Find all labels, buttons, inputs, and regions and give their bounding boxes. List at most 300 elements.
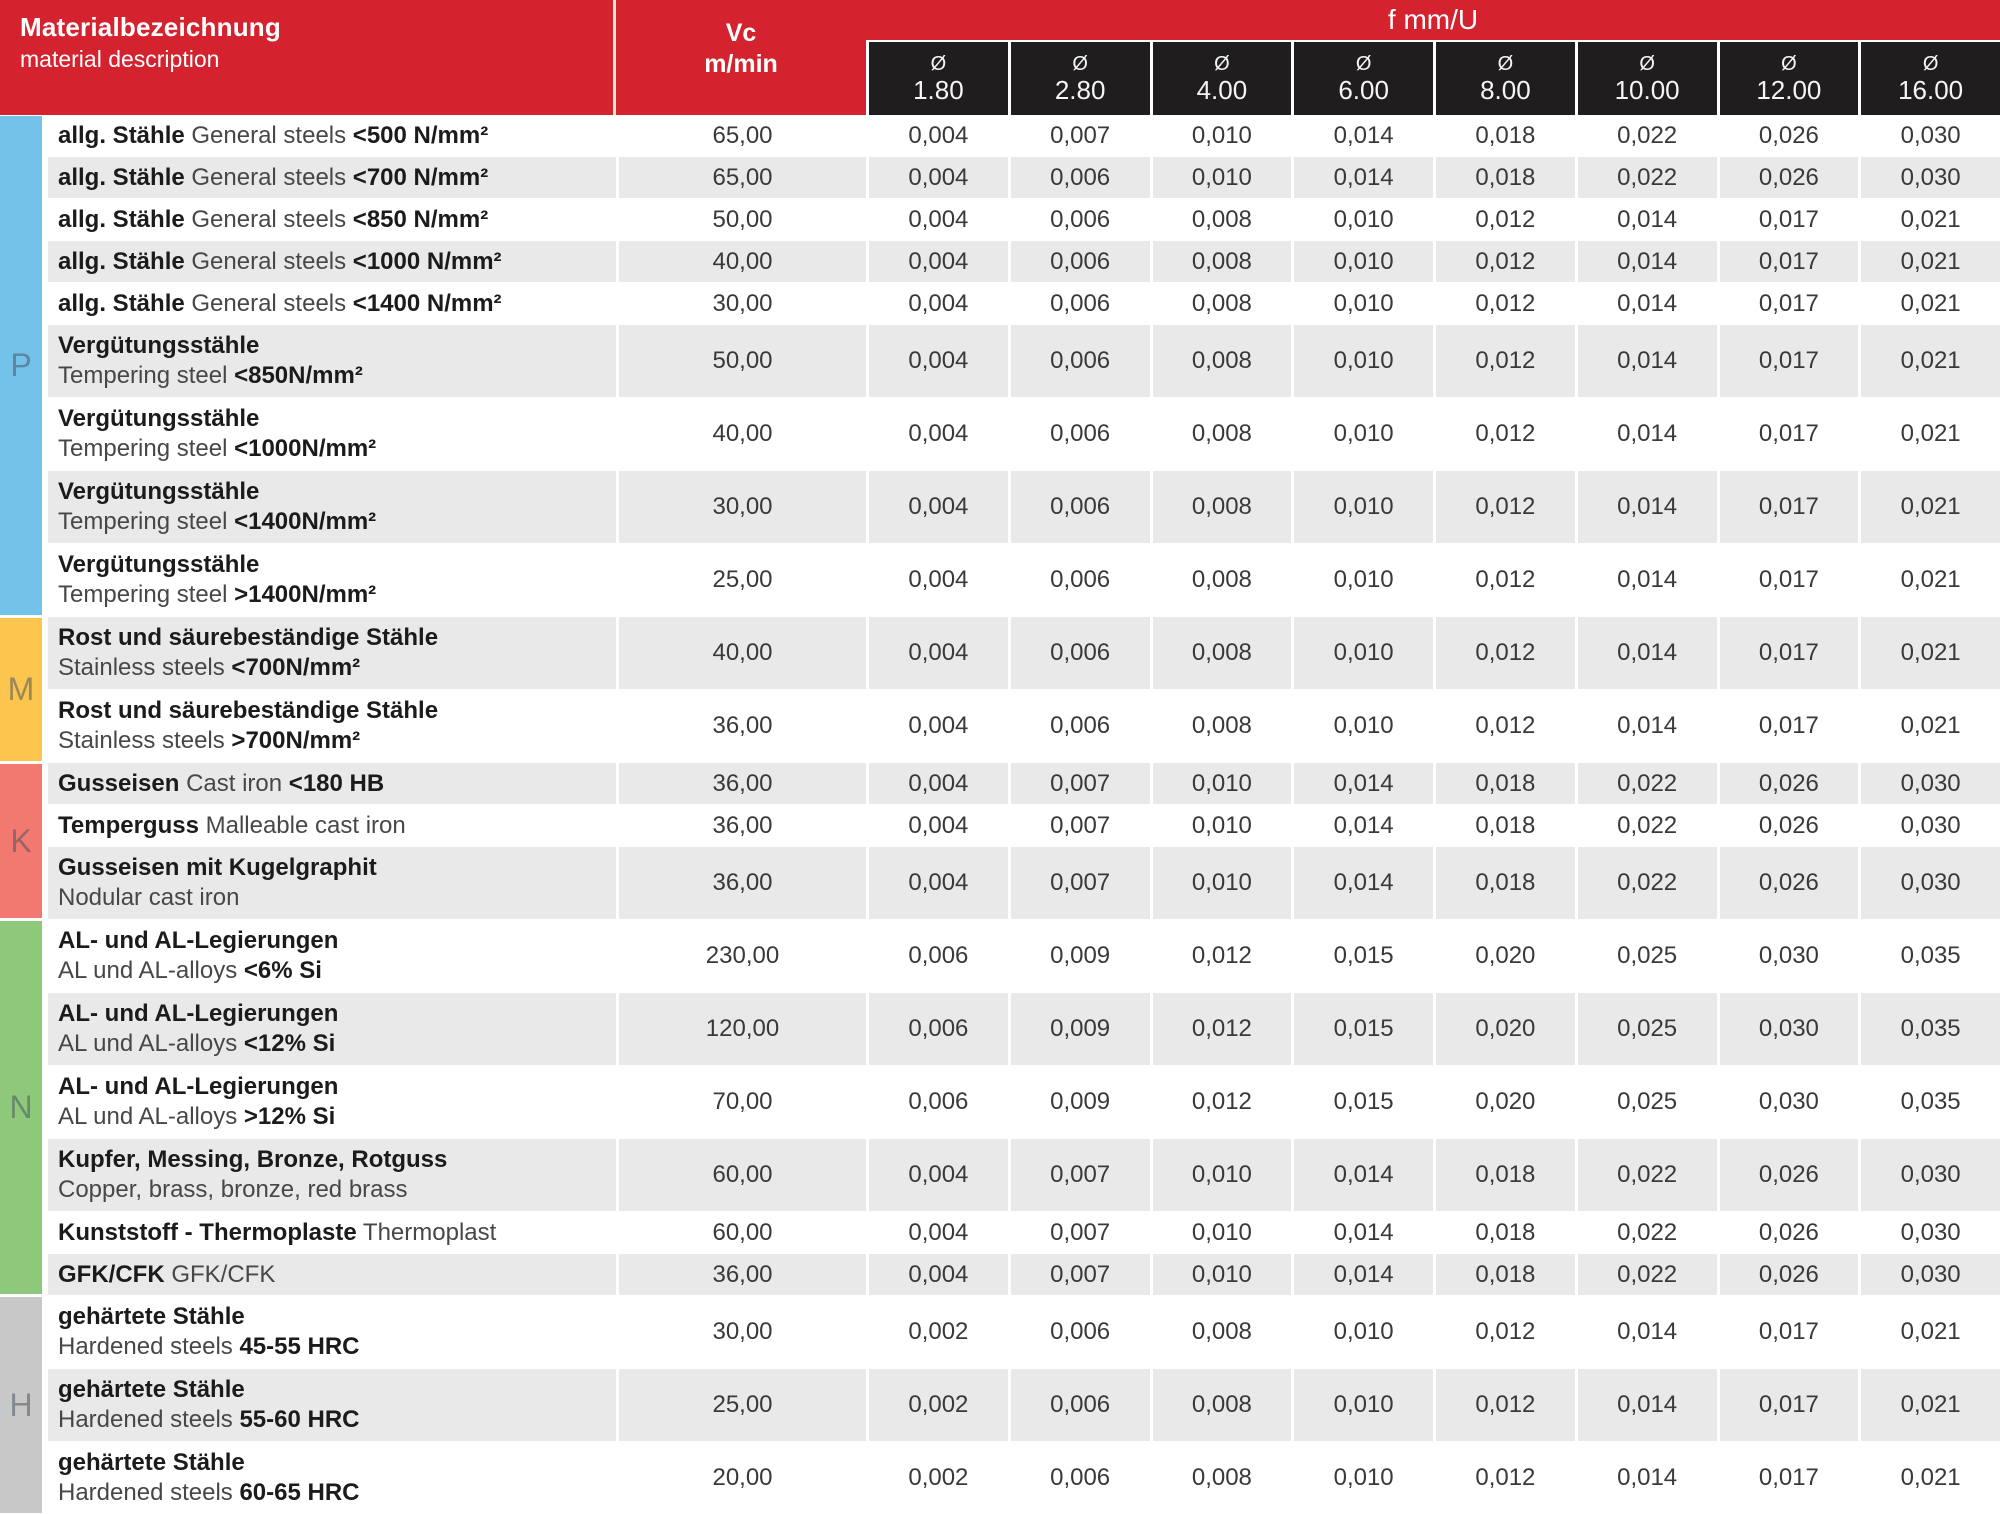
- feed-value-cell-d10.00: 0,022: [1575, 1254, 1717, 1295]
- vc-header-line2: m/min: [704, 49, 778, 78]
- feed-value-cell-d1.80: 0,004: [866, 157, 1008, 198]
- material-cell: [48, 398, 616, 470]
- diameter-icon: Ø: [1355, 52, 1372, 75]
- feed-value-cell-d4.00: 0,008: [1150, 1369, 1292, 1441]
- feed-value-cell-d8.00: 0,020: [1433, 1066, 1575, 1138]
- material-spec: 60-65 HRC: [239, 1479, 360, 1506]
- feed-value-cell-d10.00: 0,014: [1575, 1296, 1717, 1368]
- material-name-en: Malleable cast iron: [205, 811, 406, 839]
- material-name-de: Gusseisen mit Kugelgraphit: [58, 854, 377, 881]
- feed-value-cell-d16.00: 0,021: [1858, 398, 2000, 470]
- material-line-de: [58, 1302, 616, 1332]
- material-name-en: Hardened steels: [58, 1333, 233, 1360]
- feed-value-cell-d6.00: 0,014: [1291, 1254, 1433, 1295]
- feed-value-cell-d12.00: 0,026: [1717, 1139, 1859, 1211]
- feed-value-cell-d6.00: 0,014: [1291, 763, 1433, 804]
- material-name-de: AL- und AL-Legierungen: [58, 1073, 339, 1100]
- material-line-de: [58, 404, 616, 434]
- feed-value-cell-d6.00: 0,014: [1291, 805, 1433, 846]
- feed-value-cell-d8.00: 0,012: [1433, 471, 1575, 543]
- material-name-de: allg. Stähle: [58, 247, 185, 275]
- feed-value-cell-d8.00: 0,020: [1433, 920, 1575, 992]
- material-name-en: Tempering steel: [58, 362, 228, 389]
- feed-value-cell-d12.00: 0,017: [1717, 398, 1859, 470]
- feed-value-cell-d12.00: 0,017: [1717, 325, 1859, 397]
- feed-value-cell-d10.00: 0,022: [1575, 115, 1717, 156]
- material-spec: <12% Si: [243, 1030, 336, 1057]
- material-line-de: [58, 623, 616, 653]
- vc-column-header: [616, 0, 866, 115]
- material-spec: <1000N/mm²: [234, 435, 377, 462]
- material-cell: [48, 847, 616, 919]
- feed-value-cell-d4.00: 0,010: [1150, 1139, 1292, 1211]
- material-spec: >12% Si: [243, 1103, 336, 1130]
- material-line-en: [58, 653, 616, 683]
- feed-value-cell-d10.00: 0,022: [1575, 1139, 1717, 1211]
- feed-value-cell-d8.00: 0,012: [1433, 241, 1575, 282]
- feed-value-cell-d4.00: 0,012: [1150, 920, 1292, 992]
- feed-value-cell-d1.80: 0,004: [866, 283, 1008, 324]
- feed-value-cell-d4.00: 0,008: [1150, 241, 1292, 282]
- feed-value-cell-d16.00: 0,021: [1858, 544, 2000, 616]
- feed-value-cell-d4.00: 0,010: [1150, 157, 1292, 198]
- feed-value-cell-d1.80: 0,006: [866, 920, 1008, 992]
- material-name-en: General steels: [191, 247, 347, 275]
- material-spec: <1000 N/mm²: [352, 247, 502, 275]
- material-name-en: AL und AL-alloys: [58, 1030, 238, 1057]
- feed-value-cell-d8.00: 0,012: [1433, 690, 1575, 762]
- material-name-en: Hardened steels: [58, 1406, 233, 1433]
- material-name-en: Thermoplast: [362, 1218, 497, 1246]
- feed-value-cell-d16.00: 0,030: [1858, 805, 2000, 846]
- feed-value-cell-d8.00: 0,018: [1433, 805, 1575, 846]
- diameter-value: 12.00: [1756, 74, 1822, 105]
- material-spec: 45-55 HRC: [239, 1333, 360, 1360]
- feed-value-cell-d2.80: 0,009: [1008, 993, 1150, 1065]
- feed-value-cell-d4.00: 0,008: [1150, 1442, 1292, 1514]
- vc-value-cell: 20,00: [616, 1442, 866, 1514]
- section-letter-P: P: [0, 116, 42, 615]
- diameter-icon: Ø: [1639, 52, 1655, 75]
- material-name-en: General steels: [191, 163, 347, 191]
- section-letter-M: M: [0, 618, 42, 761]
- material-line: [58, 811, 616, 841]
- feed-value-cell-d1.80: 0,002: [866, 1442, 1008, 1514]
- feed-value-cell-d10.00: 0,014: [1575, 1369, 1717, 1441]
- vc-value-cell: 40,00: [616, 617, 866, 689]
- material-name-en: Tempering steel: [58, 508, 228, 535]
- feed-value-cell-d16.00: 0,021: [1858, 199, 2000, 240]
- diameter-value: 10.00: [1614, 74, 1680, 105]
- feed-value-cell-d2.80: 0,006: [1008, 544, 1150, 616]
- feed-value-cell-d10.00: 0,025: [1575, 1066, 1717, 1138]
- feed-value-cell-d6.00: 0,015: [1291, 993, 1433, 1065]
- diameter-header-6.00: [1291, 42, 1433, 115]
- vc-value-cell: 60,00: [616, 1212, 866, 1253]
- feed-value-cell-d6.00: 0,010: [1291, 617, 1433, 689]
- diameter-value: 2.80: [1054, 74, 1106, 105]
- material-cell: [48, 1442, 616, 1514]
- feed-value-cell-d10.00: 0,014: [1575, 283, 1717, 324]
- feed-value-cell-d6.00: 0,010: [1291, 241, 1433, 282]
- material-line: [58, 205, 616, 235]
- material-line-de: [58, 331, 616, 361]
- material-spec: <700 N/mm²: [352, 163, 489, 191]
- material-line-en: [58, 580, 616, 610]
- feed-value-cell-d6.00: 0,010: [1291, 1296, 1433, 1368]
- feed-value-cell-d10.00: 0,014: [1575, 398, 1717, 470]
- feed-value-cell-d6.00: 0,010: [1291, 398, 1433, 470]
- feed-value-cell-d6.00: 0,014: [1291, 115, 1433, 156]
- material-line: [58, 247, 616, 277]
- feed-value-cell-d16.00: 0,030: [1858, 847, 2000, 919]
- feed-value-cell-d2.80: 0,006: [1008, 1369, 1150, 1441]
- material-header-en: material description: [20, 46, 220, 72]
- feed-value-cell-d2.80: 0,007: [1008, 1254, 1150, 1295]
- feed-value-cell-d10.00: 0,022: [1575, 847, 1717, 919]
- material-name-de: gehärtete Stähle: [58, 1376, 245, 1403]
- vc-value-cell: 30,00: [616, 283, 866, 324]
- material-name-de: allg. Stähle: [58, 121, 185, 149]
- material-line: [58, 121, 616, 151]
- feed-value-cell-d8.00: 0,018: [1433, 115, 1575, 156]
- vc-value-cell: 230,00: [616, 920, 866, 992]
- feed-value-cell-d16.00: 0,021: [1858, 617, 2000, 689]
- feed-value-cell-d2.80: 0,006: [1008, 241, 1150, 282]
- material-line-en: [58, 956, 616, 986]
- diameter-header-2.80: [1008, 42, 1150, 115]
- feed-value-cell-d12.00: 0,017: [1717, 690, 1859, 762]
- feed-value-cell-d1.80: 0,004: [866, 471, 1008, 543]
- diameter-icon: Ø: [1497, 52, 1514, 75]
- material-cell: [48, 199, 616, 240]
- material-line-en: [58, 1332, 616, 1362]
- material-cell: [48, 1066, 616, 1138]
- vc-value-cell: 40,00: [616, 241, 866, 282]
- material-line-de: [58, 1448, 616, 1478]
- feed-value-cell-d12.00: 0,026: [1717, 1254, 1859, 1295]
- feed-value-cell-d4.00: 0,008: [1150, 398, 1292, 470]
- feed-value-cell-d4.00: 0,012: [1150, 993, 1292, 1065]
- feed-value-cell-d4.00: 0,008: [1150, 199, 1292, 240]
- feed-value-cell-d8.00: 0,020: [1433, 993, 1575, 1065]
- feed-value-cell-d10.00: 0,025: [1575, 920, 1717, 992]
- material-name-en: Stainless steels: [58, 727, 225, 754]
- diameter-icon: Ø: [1922, 52, 1939, 75]
- feed-value-cell-d10.00: 0,014: [1575, 325, 1717, 397]
- material-cell: [48, 1139, 616, 1211]
- section-band-K: [0, 763, 48, 919]
- material-name-de: AL- und AL-Legierungen: [58, 927, 339, 954]
- vc-value-cell: 50,00: [616, 325, 866, 397]
- feed-value-cell-d2.80: 0,006: [1008, 398, 1150, 470]
- material-name-de: Kunststoff - Thermoplaste: [58, 1218, 357, 1246]
- material-name-de: Rost und säurebeständige Stähle: [58, 697, 439, 724]
- feed-value-cell-d6.00: 0,014: [1291, 1212, 1433, 1253]
- feed-value-cell-d1.80: 0,004: [866, 847, 1008, 919]
- vc-value-cell: 36,00: [616, 763, 866, 804]
- feed-value-cell-d16.00: 0,035: [1858, 993, 2000, 1065]
- feed-value-cell-d2.80: 0,007: [1008, 847, 1150, 919]
- feed-value-cell-d1.80: 0,004: [866, 1139, 1008, 1211]
- feed-value-cell-d6.00: 0,010: [1291, 325, 1433, 397]
- material-column-header: [0, 0, 616, 115]
- section-band-H: [0, 1296, 48, 1514]
- material-line-de: [58, 853, 616, 883]
- feed-value-cell-d6.00: 0,015: [1291, 920, 1433, 992]
- material-name-en: Nodular cast iron: [58, 884, 240, 911]
- section-band-N: [0, 920, 48, 1295]
- material-spec: <850N/mm²: [234, 362, 363, 389]
- material-name-de: Rost und säurebeständige Stähle: [58, 624, 439, 651]
- feed-value-cell-d4.00: 0,008: [1150, 617, 1292, 689]
- feed-value-cell-d2.80: 0,006: [1008, 690, 1150, 762]
- material-name-de: Vergütungsstähle: [58, 478, 260, 505]
- material-spec: >700N/mm²: [231, 727, 361, 754]
- material-name-de: gehärtete Stähle: [58, 1303, 245, 1330]
- material-name-en: Tempering steel: [58, 581, 228, 608]
- section-letter-K: K: [0, 764, 42, 918]
- material-name-en: General steels: [191, 121, 347, 149]
- feed-value-cell-d8.00: 0,012: [1433, 325, 1575, 397]
- feed-value-cell-d1.80: 0,004: [866, 617, 1008, 689]
- material-cell: [48, 1254, 616, 1295]
- material-name-en: General steels: [191, 289, 347, 317]
- material-name-en: Hardened steels: [58, 1479, 233, 1506]
- feed-value-cell-d16.00: 0,021: [1858, 1369, 2000, 1441]
- material-name-en: General steels: [191, 205, 347, 233]
- material-spec: <180 HB: [288, 769, 385, 797]
- feed-value-cell-d1.80: 0,004: [866, 199, 1008, 240]
- feed-value-cell-d6.00: 0,010: [1291, 283, 1433, 324]
- feed-value-cell-d8.00: 0,012: [1433, 199, 1575, 240]
- feed-value-cell-d6.00: 0,010: [1291, 471, 1433, 543]
- material-line-en: [58, 1405, 616, 1435]
- material-spec: <6% Si: [243, 957, 322, 984]
- feed-value-cell-d2.80: 0,006: [1008, 1442, 1150, 1514]
- material-spec: 55-60 HRC: [239, 1406, 360, 1433]
- feed-value-cell-d4.00: 0,010: [1150, 847, 1292, 919]
- material-name-de: Temperguss: [58, 811, 199, 839]
- feed-value-cell-d8.00: 0,012: [1433, 1442, 1575, 1514]
- feed-value-cell-d16.00: 0,021: [1858, 1296, 2000, 1368]
- feed-value-cell-d12.00: 0,017: [1717, 1369, 1859, 1441]
- feed-value-cell-d12.00: 0,026: [1717, 157, 1859, 198]
- material-line-de: [58, 550, 616, 580]
- feed-value-cell-d6.00: 0,010: [1291, 544, 1433, 616]
- feed-value-cell-d10.00: 0,014: [1575, 199, 1717, 240]
- material-line-de: [58, 926, 616, 956]
- feed-value-cell-d16.00: 0,030: [1858, 763, 2000, 804]
- material-line-en: [58, 361, 616, 391]
- material-line: [58, 1260, 616, 1290]
- material-name-en: Copper, brass, bronze, red brass: [58, 1176, 408, 1203]
- feed-value-cell-d12.00: 0,017: [1717, 471, 1859, 543]
- feed-value-cell-d12.00: 0,026: [1717, 115, 1859, 156]
- feed-value-cell-d16.00: 0,021: [1858, 690, 2000, 762]
- material-name-de: allg. Stähle: [58, 289, 185, 317]
- material-line-en: [58, 1102, 616, 1132]
- diameter-value: 6.00: [1338, 74, 1389, 105]
- table-body: [0, 115, 2000, 1514]
- feed-value-cell-d10.00: 0,014: [1575, 617, 1717, 689]
- feed-value-cell-d1.80: 0,004: [866, 115, 1008, 156]
- material-line-en: [58, 507, 616, 537]
- vc-value-cell: 60,00: [616, 1139, 866, 1211]
- feed-value-cell-d2.80: 0,006: [1008, 617, 1150, 689]
- material-line-de: [58, 1145, 616, 1175]
- material-name-de: allg. Stähle: [58, 205, 185, 233]
- feed-value-cell-d16.00: 0,021: [1858, 325, 2000, 397]
- feed-value-cell-d2.80: 0,007: [1008, 1212, 1150, 1253]
- feed-value-cell-d8.00: 0,018: [1433, 847, 1575, 919]
- material-name-en: Cast iron: [186, 769, 283, 797]
- material-line-de: [58, 477, 616, 507]
- material-cell: [48, 544, 616, 616]
- material-line: [58, 163, 616, 193]
- feed-value-cell-d8.00: 0,012: [1433, 1296, 1575, 1368]
- feed-value-cell-d12.00: 0,026: [1717, 847, 1859, 919]
- diameter-value: 16.00: [1898, 74, 1964, 105]
- feed-value-cell-d4.00: 0,010: [1150, 805, 1292, 846]
- feed-value-cell-d12.00: 0,026: [1717, 805, 1859, 846]
- feed-value-cell-d1.80: 0,004: [866, 690, 1008, 762]
- feed-value-cell-d10.00: 0,014: [1575, 544, 1717, 616]
- feed-value-cell-d10.00: 0,014: [1575, 690, 1717, 762]
- feed-value-cell-d12.00: 0,017: [1717, 283, 1859, 324]
- feed-value-cell-d12.00: 0,017: [1717, 1296, 1859, 1368]
- feed-value-cell-d1.80: 0,006: [866, 993, 1008, 1065]
- feed-value-cell-d16.00: 0,035: [1858, 1066, 2000, 1138]
- material-line: [58, 1218, 616, 1248]
- feed-value-cell-d1.80: 0,004: [866, 325, 1008, 397]
- feed-value-cell-d1.80: 0,004: [866, 763, 1008, 804]
- feed-value-cell-d12.00: 0,017: [1717, 241, 1859, 282]
- feed-value-cell-d4.00: 0,010: [1150, 115, 1292, 156]
- material-cell: [48, 471, 616, 543]
- diameter-value: 4.00: [1196, 74, 1248, 105]
- feed-value-cell-d2.80: 0,006: [1008, 199, 1150, 240]
- vc-value-cell: 36,00: [616, 805, 866, 846]
- diameter-header-8.00: [1433, 42, 1575, 115]
- table-header: [0, 0, 2000, 115]
- section-letter-H: H: [0, 1297, 42, 1513]
- feed-value-cell-d1.80: 0,004: [866, 398, 1008, 470]
- vc-value-cell: 36,00: [616, 847, 866, 919]
- feed-value-cell-d10.00: 0,022: [1575, 1212, 1717, 1253]
- feed-value-cell-d16.00: 0,030: [1858, 1212, 2000, 1253]
- feed-value-cell-d16.00: 0,030: [1858, 1254, 2000, 1295]
- feed-value-cell-d8.00: 0,012: [1433, 544, 1575, 616]
- feed-value-cell-d10.00: 0,014: [1575, 471, 1717, 543]
- feed-value-cell-d10.00: 0,014: [1575, 1442, 1717, 1514]
- material-name-en: AL und AL-alloys: [58, 1103, 238, 1130]
- material-line-en: [58, 883, 616, 913]
- feed-value-cell-d4.00: 0,010: [1150, 1254, 1292, 1295]
- feed-value-cell-d4.00: 0,008: [1150, 283, 1292, 324]
- feed-value-cell-d2.80: 0,009: [1008, 920, 1150, 992]
- feed-value-cell-d8.00: 0,018: [1433, 1139, 1575, 1211]
- diameter-icon: Ø: [1214, 52, 1230, 75]
- feed-value-cell-d6.00: 0,014: [1291, 847, 1433, 919]
- material-cell: [48, 1369, 616, 1441]
- feed-value-cell-d16.00: 0,021: [1858, 1442, 2000, 1514]
- feed-value-cell-d12.00: 0,030: [1717, 920, 1859, 992]
- material-cell: [48, 283, 616, 324]
- vc-value-cell: 36,00: [616, 690, 866, 762]
- feed-value-cell-d10.00: 0,022: [1575, 805, 1717, 846]
- material-name-de: Kupfer, Messing, Bronze, Rotguss: [58, 1146, 448, 1173]
- vc-value-cell: 70,00: [616, 1066, 866, 1138]
- diameter-header-4.00: [1150, 42, 1292, 115]
- vc-value-cell: 40,00: [616, 398, 866, 470]
- feed-value-cell-d16.00: 0,035: [1858, 920, 2000, 992]
- diameter-icon: Ø: [930, 52, 947, 75]
- feed-value-cell-d4.00: 0,008: [1150, 1296, 1292, 1368]
- material-name-en: AL und AL-alloys: [58, 957, 238, 984]
- feed-value-cell-d2.80: 0,007: [1008, 1139, 1150, 1211]
- feed-value-cell-d16.00: 0,030: [1858, 157, 2000, 198]
- feed-value-cell-d1.80: 0,004: [866, 544, 1008, 616]
- feed-value-cell-d8.00: 0,012: [1433, 398, 1575, 470]
- feed-value-cell-d2.80: 0,009: [1008, 1066, 1150, 1138]
- feed-value-cell-d2.80: 0,007: [1008, 805, 1150, 846]
- feed-value-cell-d12.00: 0,017: [1717, 544, 1859, 616]
- feed-value-cell-d12.00: 0,017: [1717, 617, 1859, 689]
- material-cell: [48, 241, 616, 282]
- feed-value-cell-d16.00: 0,021: [1858, 241, 2000, 282]
- material-line-en: [58, 1478, 616, 1508]
- feed-value-cell-d6.00: 0,015: [1291, 1066, 1433, 1138]
- feed-group-title: f mm/U: [866, 0, 2000, 40]
- feed-value-cell-d16.00: 0,021: [1858, 283, 2000, 324]
- material-name-en: Tempering steel: [58, 435, 228, 462]
- feed-value-cell-d8.00: 0,018: [1433, 1212, 1575, 1253]
- material-cell: [48, 1212, 616, 1253]
- material-name-de: GFK/CFK: [58, 1260, 165, 1288]
- feed-value-cell-d2.80: 0,006: [1008, 157, 1150, 198]
- material-spec: <1400 N/mm²: [352, 289, 502, 317]
- feed-value-cell-d1.80: 0,004: [866, 805, 1008, 846]
- material-cell: [48, 1296, 616, 1368]
- material-spec: <500 N/mm²: [352, 121, 489, 149]
- feed-value-cell-d8.00: 0,018: [1433, 763, 1575, 804]
- feed-value-cell-d16.00: 0,030: [1858, 1139, 2000, 1211]
- material-cell: [48, 763, 616, 804]
- vc-value-cell: 65,00: [616, 115, 866, 156]
- section-band-M: [0, 617, 48, 762]
- feed-value-cell-d12.00: 0,017: [1717, 199, 1859, 240]
- material-name-de: gehärtete Stähle: [58, 1449, 245, 1476]
- material-line-de: [58, 1375, 616, 1405]
- feed-value-cell-d4.00: 0,008: [1150, 690, 1292, 762]
- material-name-de: Vergütungsstähle: [58, 405, 260, 432]
- material-cell: [48, 325, 616, 397]
- feed-value-cell-d8.00: 0,018: [1433, 1254, 1575, 1295]
- feed-value-cell-d8.00: 0,012: [1433, 1369, 1575, 1441]
- material-cell: [48, 805, 616, 846]
- diameter-icon: Ø: [1072, 52, 1088, 75]
- diameter-value: 8.00: [1480, 74, 1531, 105]
- material-spec: <700N/mm²: [231, 654, 361, 681]
- diameter-header-16.00: [1858, 42, 2000, 115]
- material-line: [58, 769, 616, 799]
- material-name-en: Stainless steels: [58, 654, 225, 681]
- material-cell: [48, 690, 616, 762]
- feed-column-group-header: [866, 0, 2000, 115]
- feed-value-cell-d4.00: 0,008: [1150, 544, 1292, 616]
- feed-value-cell-d12.00: 0,026: [1717, 1212, 1859, 1253]
